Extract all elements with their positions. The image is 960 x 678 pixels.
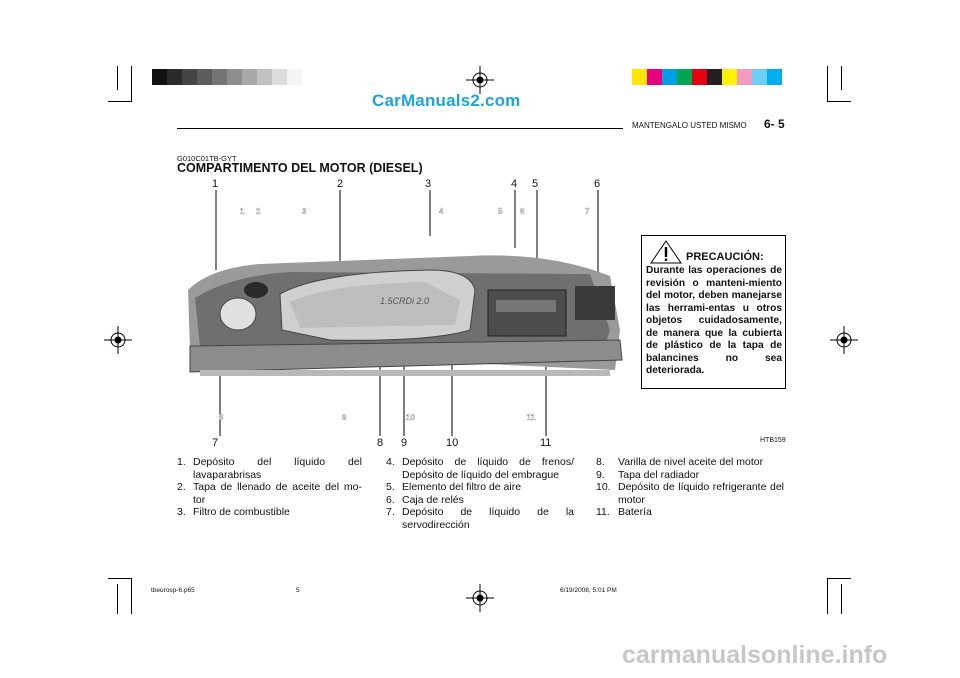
caution-title: PRECAUCIÓN: bbox=[686, 251, 764, 263]
page-title: COMPARTIMENTO DEL MOTOR (DIESEL) bbox=[177, 161, 423, 175]
photo-label: 2 bbox=[256, 207, 261, 216]
registration-mark-icon bbox=[466, 66, 494, 94]
legend-column-3 bbox=[596, 456, 784, 519]
legend-column-2 bbox=[386, 456, 574, 531]
list-item bbox=[386, 481, 574, 494]
item-number: 5. bbox=[386, 481, 395, 493]
calibration-swatch bbox=[272, 69, 287, 85]
item-text: Depósito de líquido de la servodirección bbox=[402, 506, 574, 531]
watermark[interactable]: CarManuals2.com bbox=[372, 91, 521, 110]
caution-box bbox=[641, 235, 786, 389]
crop-mark bbox=[117, 584, 118, 614]
calibration-swatch bbox=[152, 69, 167, 85]
site-footer-watermark[interactable]: carmanualsonline.info bbox=[622, 641, 888, 669]
crop-mark bbox=[827, 66, 828, 102]
item-number: 10. bbox=[596, 481, 611, 493]
footer-page: 5 bbox=[296, 587, 300, 594]
list-item bbox=[596, 456, 784, 469]
registration-mark-icon bbox=[466, 584, 494, 612]
item-text: Tapa de llenado de aceite del mo-tor bbox=[193, 481, 362, 506]
list-item bbox=[386, 456, 574, 481]
crop-mark bbox=[108, 86, 109, 88]
item-number: 2. bbox=[177, 481, 186, 493]
callout-number: 4 bbox=[511, 178, 518, 190]
callout-number: 5 bbox=[532, 178, 539, 190]
list-item bbox=[386, 506, 574, 531]
item-text: Depósito de líquido de frenos/ Depósito de líquido del embrague bbox=[402, 456, 574, 481]
crop-mark bbox=[827, 578, 828, 614]
item-text: Varilla de nivel aceite del motor bbox=[618, 456, 764, 468]
callout-number: 11 bbox=[540, 437, 552, 449]
list-item bbox=[177, 456, 362, 481]
callout-number: 6 bbox=[594, 178, 601, 190]
crop-mark bbox=[827, 578, 851, 579]
photo-label: 9 bbox=[342, 413, 347, 422]
calibration-swatch bbox=[722, 69, 737, 85]
calibration-swatch bbox=[212, 69, 227, 85]
calibration-swatch bbox=[287, 69, 302, 85]
calibration-swatch bbox=[692, 69, 707, 85]
item-text: Tapa del radiador bbox=[618, 468, 700, 481]
item-number: 4. bbox=[386, 456, 395, 468]
calibration-swatch bbox=[242, 69, 257, 85]
photo-label: 5 bbox=[498, 207, 503, 216]
item-text: Depósito de líquido refrigerante del motor bbox=[618, 481, 784, 506]
calibration-swatch bbox=[257, 69, 272, 85]
registration-mark-icon bbox=[830, 326, 858, 354]
item-text: Elemento del filtro de aire bbox=[402, 481, 522, 493]
photo-label: 8 bbox=[219, 413, 224, 422]
footer-timestamp: 6/19/2008, 5:01 PM bbox=[560, 587, 617, 594]
calibration-swatch bbox=[167, 69, 182, 85]
photo-label: 1 bbox=[240, 207, 245, 216]
list-item bbox=[177, 481, 362, 506]
item-number: 8. bbox=[596, 456, 605, 468]
calibration-swatch bbox=[647, 69, 662, 85]
engine-badge: 1.5CRDi 2.0 bbox=[380, 296, 430, 306]
doc-code: G010C01TB-GYT bbox=[177, 154, 237, 163]
engine-compartment-illustration bbox=[170, 190, 640, 445]
callout-number: 9 bbox=[401, 437, 408, 449]
legend-column-1 bbox=[177, 456, 362, 519]
item-number: 6. bbox=[386, 493, 395, 506]
callout-number: 2 bbox=[337, 178, 344, 190]
list-item bbox=[596, 506, 784, 519]
list-item bbox=[386, 494, 574, 507]
photo-label: 7 bbox=[585, 207, 590, 216]
item-number: 7. bbox=[386, 506, 395, 518]
gray-calibration-bar bbox=[152, 69, 302, 85]
calibration-swatch bbox=[707, 69, 722, 85]
item-text: Depósito del líquido del lavaparabrisas bbox=[193, 456, 362, 481]
color-calibration-bar bbox=[632, 69, 782, 85]
crop-mark bbox=[108, 578, 132, 579]
warning-icon bbox=[650, 240, 682, 264]
photo-label: 10 bbox=[406, 413, 415, 422]
calibration-swatch bbox=[197, 69, 212, 85]
calibration-swatch bbox=[662, 69, 677, 85]
crop-mark bbox=[841, 66, 842, 90]
photo-label: 6 bbox=[520, 207, 525, 216]
item-text: Batería bbox=[618, 506, 652, 518]
registration-mark-icon bbox=[104, 326, 132, 354]
crop-mark bbox=[131, 578, 132, 614]
photo-label: 11 bbox=[527, 413, 536, 422]
callout-number: 8 bbox=[377, 437, 384, 449]
crop-mark bbox=[841, 584, 842, 614]
item-number: 9. bbox=[596, 468, 605, 481]
photo-label: 3 bbox=[302, 207, 307, 216]
item-text: Filtro de combustible bbox=[193, 506, 290, 518]
calibration-swatch bbox=[227, 69, 242, 85]
list-item bbox=[177, 506, 362, 519]
calibration-swatch bbox=[767, 69, 782, 85]
footer-file: tbeurosp-6.p65 bbox=[151, 587, 195, 594]
crop-mark bbox=[131, 66, 132, 102]
item-text: Caja de relés bbox=[402, 493, 464, 506]
item-number: 1. bbox=[177, 456, 186, 468]
page-number: 6- 5 bbox=[764, 117, 785, 131]
header-rule bbox=[177, 128, 623, 129]
calibration-swatch bbox=[677, 69, 692, 85]
calibration-swatch bbox=[737, 69, 752, 85]
callout-number: 10 bbox=[446, 437, 459, 449]
crop-mark bbox=[117, 66, 118, 90]
crop-mark bbox=[108, 101, 132, 102]
list-item bbox=[596, 469, 784, 482]
photo-label: 4 bbox=[439, 207, 444, 216]
calibration-swatch bbox=[182, 69, 197, 85]
figure-code: HTB159 bbox=[760, 437, 786, 444]
item-number: 3. bbox=[177, 506, 186, 518]
callout-number: 1 bbox=[212, 178, 219, 190]
crop-mark bbox=[827, 101, 851, 102]
list-item bbox=[596, 481, 784, 506]
calibration-swatch bbox=[752, 69, 767, 85]
item-number: 11. bbox=[596, 506, 610, 518]
callout-number: 7 bbox=[212, 437, 219, 449]
caution-text: Durante las operaciones de revisión o manteni-miento del motor, deben manejarse las herrami-entas u otros objetos cuidadosamente, de manera que la cubierta de plástico de la tapa de balancines no sea deteriorada. bbox=[646, 265, 782, 376]
callout-number: 3 bbox=[425, 178, 432, 190]
calibration-swatch bbox=[632, 69, 647, 85]
section-title: MANTENGALO USTED MISMO bbox=[632, 121, 747, 130]
